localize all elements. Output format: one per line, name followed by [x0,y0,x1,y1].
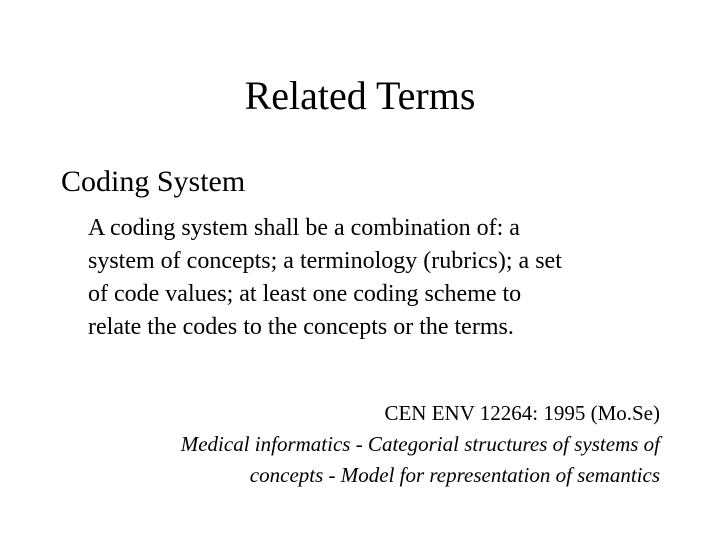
definition-line: system of concepts; a terminology (rubrics); a set [88,248,562,274]
definition-line: of code values; at least one coding scheme to [88,281,522,307]
citation-source-line: concepts - Model for representation of semantics [249,463,660,487]
definition-line: relate the codes to the concepts or the terms. [88,314,514,340]
citation-source-line: Medical informatics - Categorial structures of systems of [180,432,660,456]
definition-line: A coding system shall be a combination of: a [88,215,520,241]
slide-title: Related Terms [244,73,476,118]
term-heading: Coding System [61,165,246,198]
citation-reference: CEN ENV 12264: 1995 (Mo.Se) [384,401,660,425]
citation [181,398,660,491]
term-definition [88,212,668,344]
